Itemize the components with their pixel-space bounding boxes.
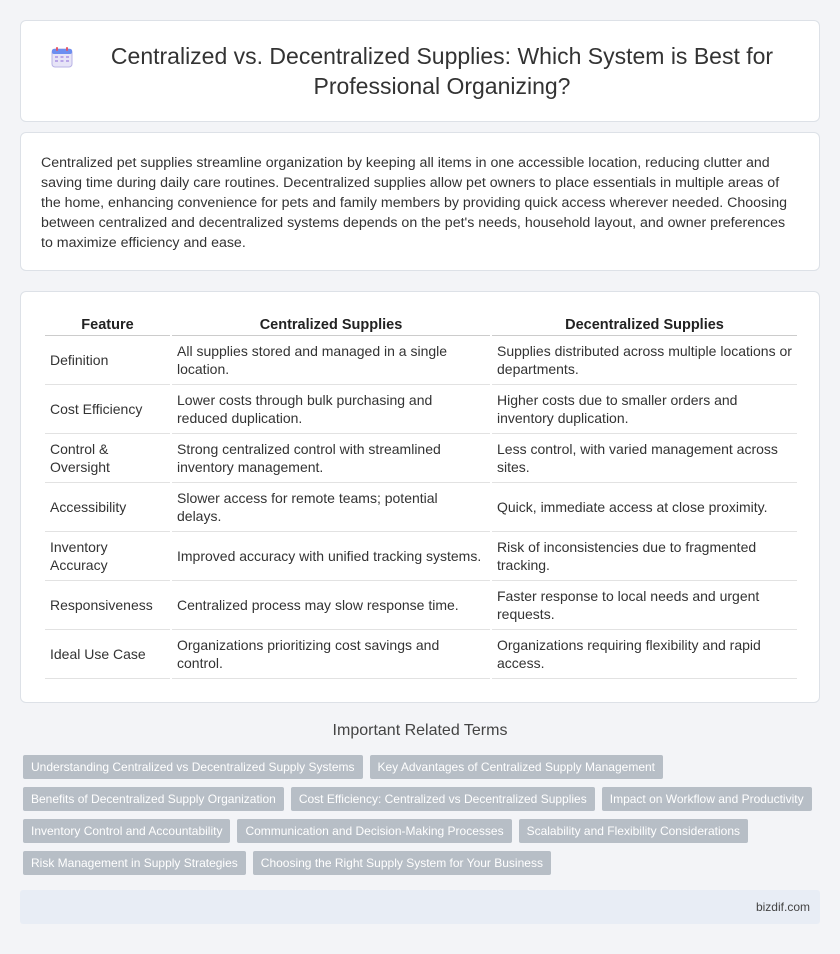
related-term-tag[interactable]: Impact on Workflow and Productivity xyxy=(602,787,812,811)
table-header-row xyxy=(45,314,797,336)
feature-cell: Control & Oversight xyxy=(45,434,170,483)
header-centralized: Centralized Supplies xyxy=(172,314,490,336)
decentralized-cell: Quick, immediate access at close proximity. xyxy=(492,483,797,532)
decentralized-cell: Less control, with varied management across sites. xyxy=(492,434,797,483)
tag-row xyxy=(23,755,823,779)
related-terms-title: Important Related Terms xyxy=(332,722,508,739)
tag-row xyxy=(23,851,823,875)
centralized-cell: Centralized process may slow response time. xyxy=(172,581,490,630)
decentralized-cell: Higher costs due to smaller orders and inventory duplication. xyxy=(492,385,797,434)
feature-cell: Cost Efficiency xyxy=(45,385,170,434)
decentralized-cell: Organizations requiring flexibility and rapid access. xyxy=(492,630,797,679)
feature-cell: Ideal Use Case xyxy=(45,630,170,679)
tag-row xyxy=(23,787,823,811)
related-term-tag[interactable]: Choosing the Right Supply System for Your Business xyxy=(253,851,551,875)
feature-cell: Definition xyxy=(45,336,170,385)
page-title: Centralized vs. Decentralized Supplies: Which System is Best for Professional Organizing? xyxy=(110,43,774,99)
feature-cell: Accessibility xyxy=(45,483,170,532)
related-term-tag[interactable]: Understanding Centralized vs Decentralized Supply Systems xyxy=(23,755,363,779)
related-terms-list xyxy=(23,755,823,883)
related-term-tag[interactable]: Benefits of Decentralized Supply Organization xyxy=(23,787,284,811)
intro-card xyxy=(20,132,820,271)
related-term-tag[interactable]: Inventory Control and Accountability xyxy=(23,819,230,843)
title-card xyxy=(20,20,820,122)
header-decentralized: Decentralized Supplies xyxy=(492,314,797,336)
related-term-tag[interactable]: Scalability and Flexibility Considerations xyxy=(519,819,748,843)
centralized-cell: All supplies stored and managed in a single location. xyxy=(172,336,490,385)
table-row xyxy=(45,483,797,532)
table-row xyxy=(45,434,797,483)
related-term-tag[interactable]: Key Advantages of Centralized Supply Management xyxy=(370,755,664,779)
footer-site-link[interactable]: bizdif.com xyxy=(755,900,810,914)
footer xyxy=(20,890,820,924)
calendar-icon xyxy=(51,46,73,68)
centralized-cell: Strong centralized control with streamlined inventory management. xyxy=(172,434,490,483)
decentralized-cell: Faster response to local needs and urgent requests. xyxy=(492,581,797,630)
intro-text: Centralized pet supplies streamline organization by keeping all items in one accessible location, reducing clutter and saving time during daily care routines. Decentralized supplies allow pet owners to place essentials in multiple areas of the home, enhancing convenience for pets and family members by providing quick access wherever needed. Choosing between centralized and decentralized systems depends on the pet's needs, household layout, and owner preferences to maximize efficiency and ease. xyxy=(41,155,788,251)
comparison-card xyxy=(20,291,820,703)
decentralized-cell: Risk of inconsistencies due to fragmented tracking. xyxy=(492,532,797,581)
related-term-tag[interactable]: Risk Management in Supply Strategies xyxy=(23,851,246,875)
feature-cell: Responsiveness xyxy=(45,581,170,630)
centralized-cell: Lower costs through bulk purchasing and reduced duplication. xyxy=(172,385,490,434)
header-feature: Feature xyxy=(45,314,170,336)
centralized-cell: Slower access for remote teams; potential delays. xyxy=(172,483,490,532)
table-row xyxy=(45,532,797,581)
decentralized-cell: Supplies distributed across multiple locations or departments. xyxy=(492,336,797,385)
related-term-tag[interactable]: Cost Efficiency: Centralized vs Decentralized Supplies xyxy=(291,787,595,811)
table-row xyxy=(45,581,797,630)
table-row xyxy=(45,336,797,385)
related-term-tag[interactable]: Communication and Decision-Making Processes xyxy=(237,819,511,843)
centralized-cell: Organizations prioritizing cost savings and control. xyxy=(172,630,490,679)
centralized-cell: Improved accuracy with unified tracking systems. xyxy=(172,532,490,581)
tag-row xyxy=(23,819,823,843)
table-row xyxy=(45,385,797,434)
comparison-table xyxy=(43,314,799,679)
table-row xyxy=(45,630,797,679)
feature-cell: Inventory Accuracy xyxy=(45,532,170,581)
